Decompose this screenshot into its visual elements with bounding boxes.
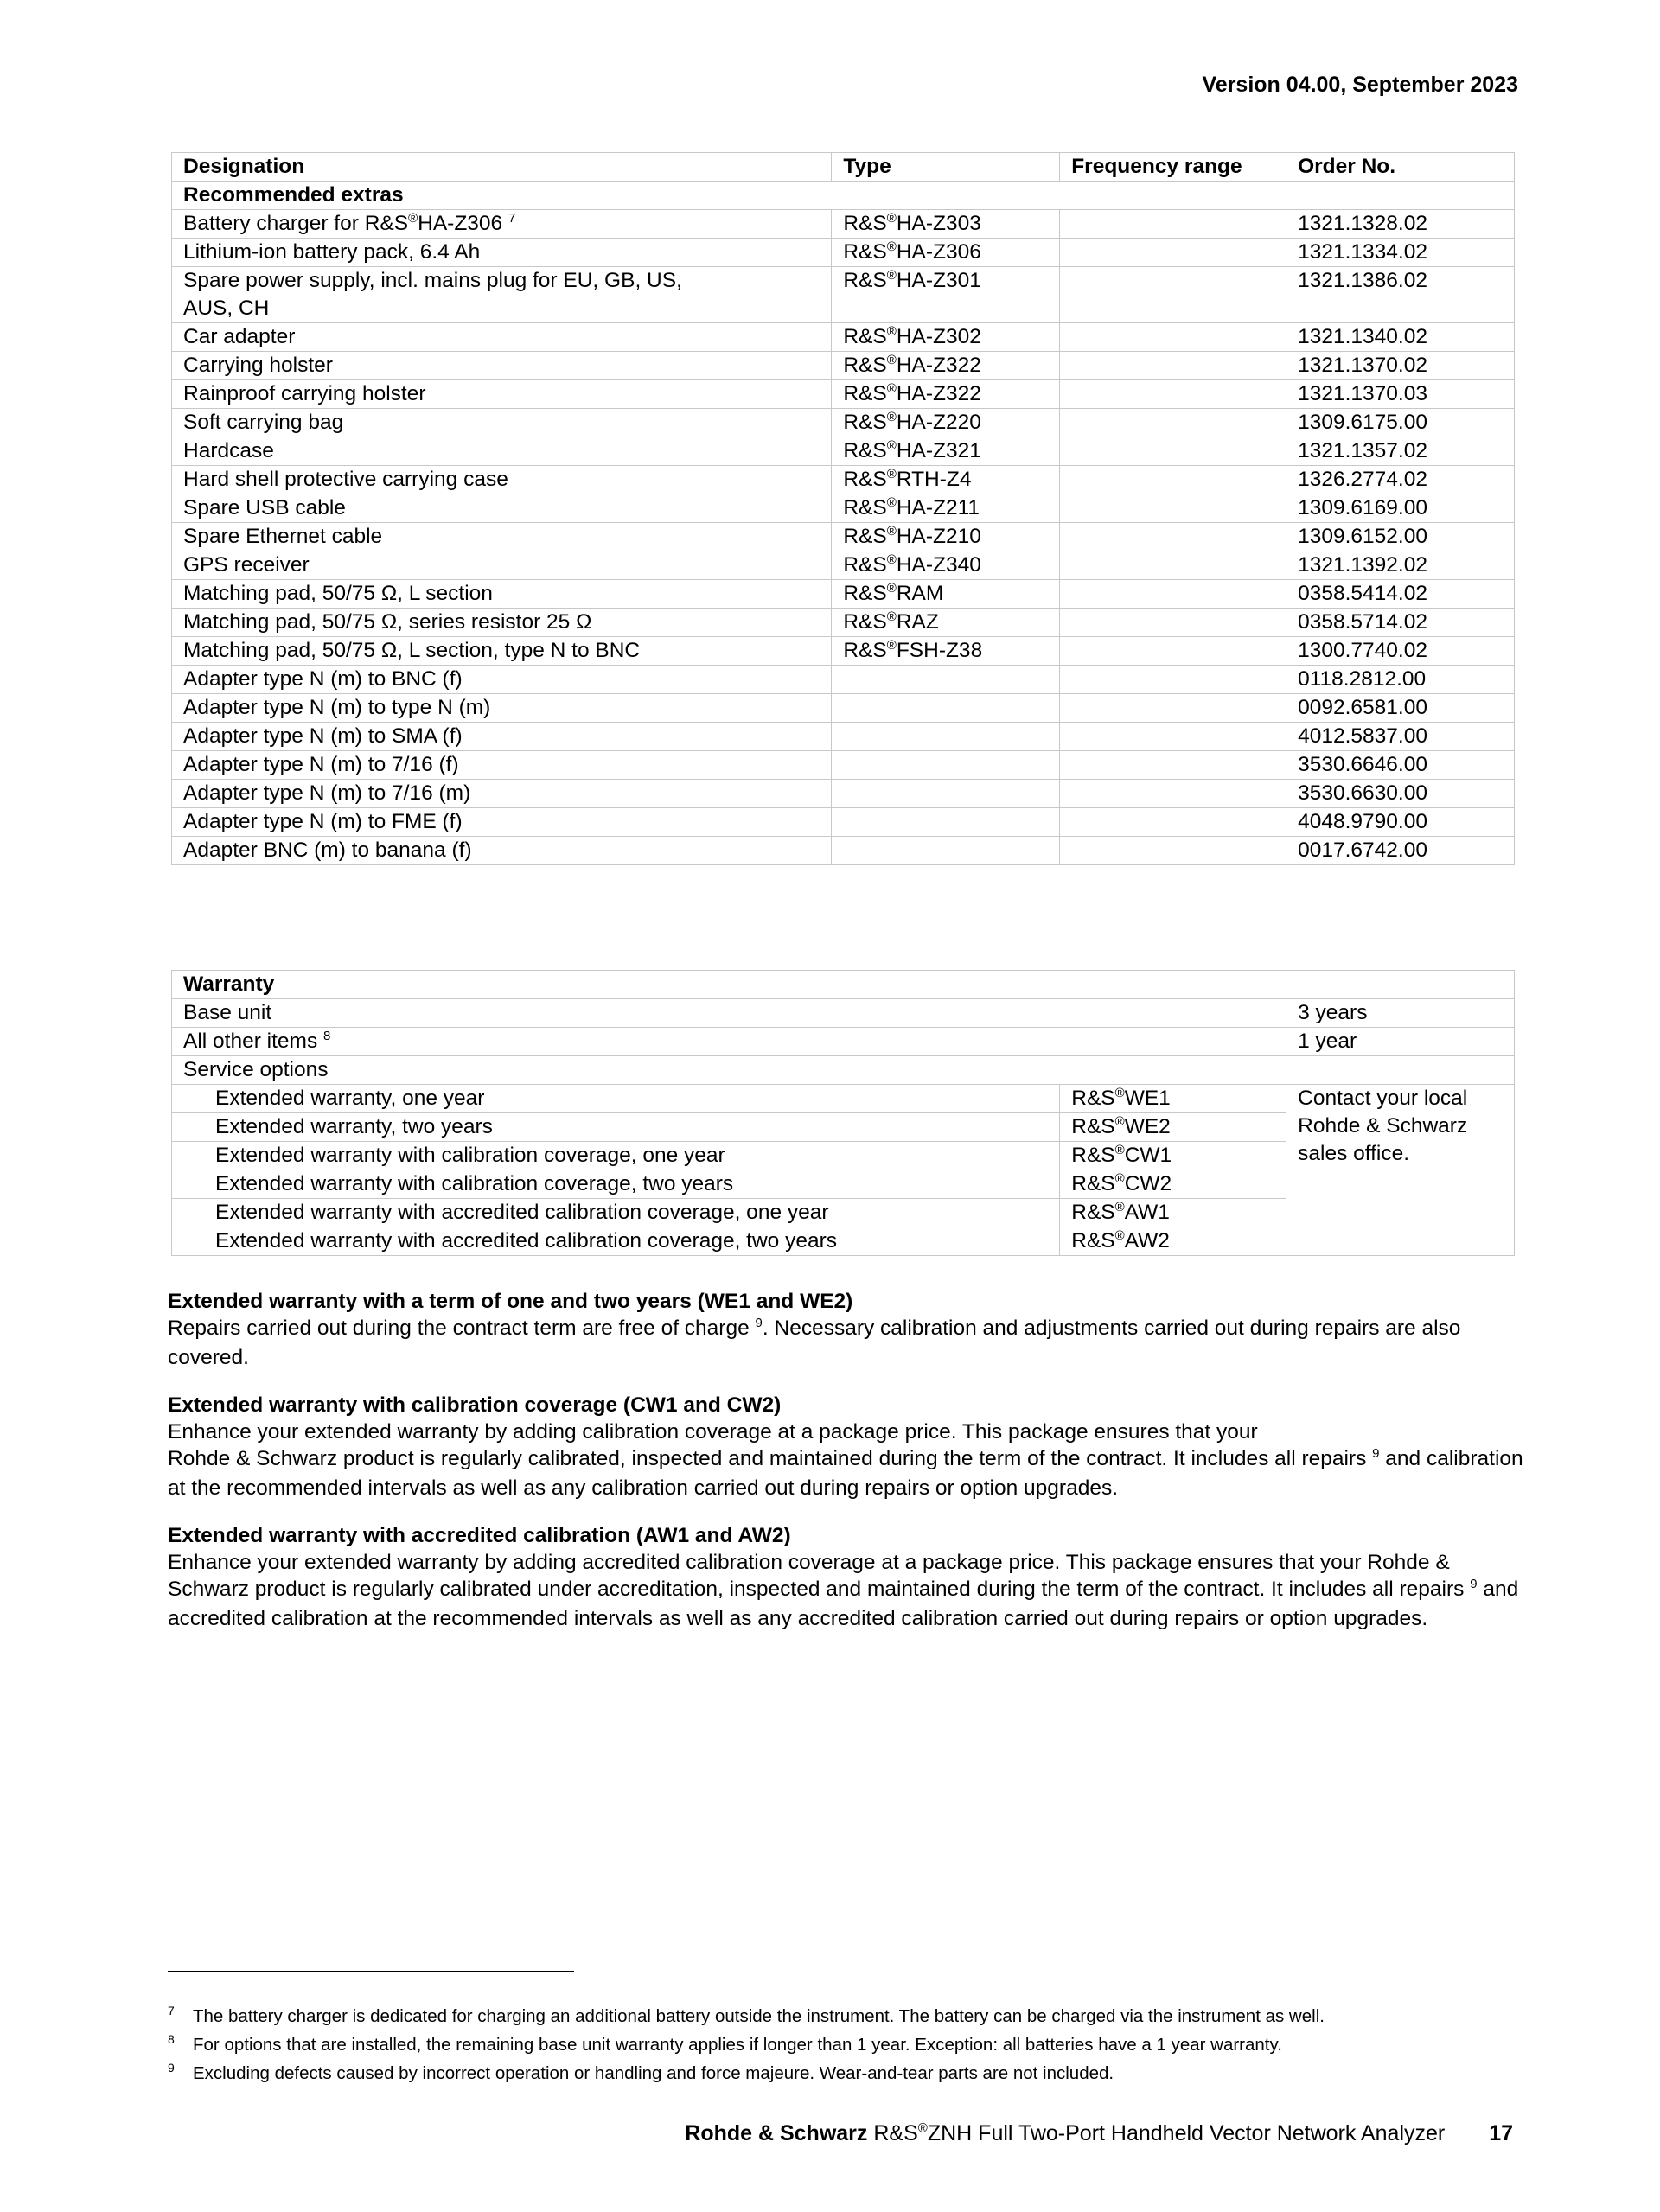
section-title: Extended warranty with accredited calibration (AW1 and AW2) [168,1524,791,1547]
type-cell [832,751,1060,780]
warranty-title-row [172,971,1515,999]
section-calibration-coverage [168,1392,1525,1501]
type-cell: R&S®HA-Z340 [832,551,1060,580]
section-body: Rohde & Schwarz product is regularly calibrated, inspected and maintained during the term of the contract. It includes all repairs $^9$ and calibration at the recommended intervals as well as any calibration carried out during repairs or option upgrades. [168,1446,1523,1500]
order-no-cell: 1309.6175.00 [1286,409,1515,437]
table-row [172,466,1515,494]
order-no-cell: 0092.6581.00 [1286,694,1515,723]
frequency-cell [1060,837,1286,865]
footnote-divider [168,1971,574,1972]
order-no-cell: 0118.2812.00 [1286,666,1515,694]
type-cell [832,694,1060,723]
column-header-order-no: Order No. [1286,153,1515,182]
designation-cell: Rainproof carrying holster [172,380,832,409]
designation-cell: Matching pad, 50/75 Ω, L section [172,580,832,609]
service-option-label: Extended warranty, two years [172,1113,1060,1142]
frequency-cell [1060,437,1286,466]
service-option-label: Extended warranty with accredited calibration coverage, one year [172,1199,1060,1227]
table-row [172,409,1515,437]
designation-cell: Carrying holster [172,352,832,380]
service-option-label: Extended warranty, one year [172,1085,1060,1113]
footnote [168,2030,1551,2059]
type-cell: R&S®HA-Z322 [832,380,1060,409]
other-items-label: All other items $^8$ [172,1028,1286,1056]
type-cell: R&S®FSH-Z38 [832,637,1060,666]
designation-cell: Adapter type N (m) to FME (f) [172,808,832,837]
order-no-cell: 1321.1328.02 [1286,210,1515,239]
service-option-type: R&S®CW1 [1060,1142,1286,1170]
table-row [172,437,1515,466]
table-row [172,352,1515,380]
footnote-number: 8 [168,2032,175,2046]
designation-cell: Spare power supply, incl. mains plug for EU, GB, US, AUS, CH [172,267,832,323]
table-row [172,723,1515,751]
warranty-table [171,970,1515,1256]
service-option-label: Extended warranty with accredited calibration coverage, two years [172,1227,1060,1256]
table-row [172,380,1515,409]
type-cell: R&S®HA-Z211 [832,494,1060,523]
table-row [172,523,1515,551]
service-option-type: R&S®WE1 [1060,1085,1286,1113]
type-cell: R&S®HA-Z303 [832,210,1060,239]
footnote-ref: 8 [323,1028,331,1043]
footnotes [168,2002,1551,2088]
document-version: Version 04.00, September 2023 [1202,73,1518,97]
service-option-type: R&S®AW1 [1060,1199,1286,1227]
designation-cell: Battery charger for R&S®HA-Z306 $^7$ [172,210,832,239]
frequency-cell [1060,380,1286,409]
order-no-cell: 0358.5714.02 [1286,609,1515,637]
type-cell: R&S®HA-Z321 [832,437,1060,466]
order-no-cell: 1321.1392.02 [1286,551,1515,580]
base-unit-label: Base unit [172,999,1286,1028]
table-row [172,780,1515,808]
order-no-cell: 1321.1370.02 [1286,352,1515,380]
frequency-cell [1060,210,1286,239]
table-row [172,837,1515,865]
designation-cell: Car adapter [172,323,832,352]
footnote-ref: 7 [508,210,516,226]
designation-cell: Adapter type N (m) to BNC (f) [172,666,832,694]
designation-cell: Adapter type N (m) to type N (m) [172,694,832,723]
frequency-cell [1060,239,1286,267]
frequency-cell [1060,694,1286,723]
type-cell [832,808,1060,837]
footnote-ref: 9 [1372,1446,1380,1461]
table-row [172,323,1515,352]
service-option-label: Extended warranty with calibration coverage, one year [172,1142,1060,1170]
type-cell: R&S®HA-Z301 [832,267,1060,323]
type-cell [832,723,1060,751]
frequency-cell [1060,637,1286,666]
footnote-number: 9 [168,2061,175,2075]
table-row [172,210,1515,239]
frequency-cell [1060,723,1286,751]
table-row [172,239,1515,267]
designation-cell: Spare USB cable [172,494,832,523]
frequency-cell [1060,523,1286,551]
type-cell: R&S®HA-Z322 [832,352,1060,380]
type-cell: R&S®HA-Z210 [832,523,1060,551]
footnote [168,2002,1551,2030]
designation-cell: Spare Ethernet cable [172,523,832,551]
table-row [172,1056,1515,1085]
table-row [172,1028,1515,1056]
frequency-cell [1060,580,1286,609]
order-no-cell: 1326.2774.02 [1286,466,1515,494]
service-option-label: Extended warranty with calibration coverage, two years [172,1170,1060,1199]
footnote-text: For options that are installed, the remaining base unit warranty applies if longer than 1 year. Exception: all batteries have a 1 year warranty. [193,2035,1282,2055]
type-cell: R&S®HA-Z220 [832,409,1060,437]
section-header-row [172,182,1515,210]
service-option-type: R&S®CW2 [1060,1170,1286,1199]
frequency-cell [1060,666,1286,694]
column-header-designation: Designation [172,153,832,182]
designation-cell: Soft carrying bag [172,409,832,437]
service-option-type: R&S®AW2 [1060,1227,1286,1256]
other-items-value: 1 year [1286,1028,1515,1056]
type-cell [832,780,1060,808]
table-row [172,267,1515,323]
designation-cell: Hard shell protective carrying case [172,466,832,494]
frequency-cell [1060,494,1286,523]
designation-cell: Adapter type N (m) to SMA (f) [172,723,832,751]
footnote-ref: 9 [755,1316,763,1330]
table-row [172,494,1515,523]
table-row [172,637,1515,666]
order-no-cell: 0017.6742.00 [1286,837,1515,865]
page-footer [685,2121,1513,2146]
type-cell: R&S®RAZ [832,609,1060,637]
type-cell: R&S®HA-Z302 [832,323,1060,352]
order-no-cell: 3530.6630.00 [1286,780,1515,808]
frequency-cell [1060,409,1286,437]
section-title-recommended-extras: Recommended extras [172,182,1515,210]
table-row [172,999,1515,1028]
table-row [172,751,1515,780]
footnote-ref: 9 [1470,1577,1478,1591]
table-row [172,609,1515,637]
order-no-cell: 1309.6152.00 [1286,523,1515,551]
designation-cell: Adapter type N (m) to 7/16 (m) [172,780,832,808]
type-cell [832,837,1060,865]
base-unit-value: 3 years [1286,999,1515,1028]
type-cell: R&S®RAM [832,580,1060,609]
service-option-type: R&S®WE2 [1060,1113,1286,1142]
section-body-line: Enhance your extended warranty by adding calibration coverage at a package price. This package ensures that your [168,1420,1258,1444]
order-no-cell: 4012.5837.00 [1286,723,1515,751]
service-options-label: Service options [172,1056,1515,1085]
column-header-frequency-range: Frequency range [1060,153,1286,182]
designation-cell: Adapter type N (m) to 7/16 (f) [172,751,832,780]
footnote [168,2059,1551,2088]
type-cell: R&S®RTH-Z4 [832,466,1060,494]
table-header-row [172,153,1515,182]
order-no-cell: 0358.5414.02 [1286,580,1515,609]
table-row [172,694,1515,723]
frequency-cell [1060,551,1286,580]
order-no-cell: 1321.1370.03 [1286,380,1515,409]
footer-brand: Rohde & Schwarz [685,2121,868,2145]
designation-cell: Lithium-ion battery pack, 6.4 Ah [172,239,832,267]
type-cell [832,666,1060,694]
section-accredited-calibration [168,1522,1525,1632]
frequency-cell [1060,780,1286,808]
order-no-cell: 1321.1340.02 [1286,323,1515,352]
page-number: 17 [1489,2121,1513,2145]
footnote-text: The battery charger is dedicated for charging an additional battery outside the instrument. The battery can be charged via the instrument as well. [193,2006,1325,2026]
footnote-text: Excluding defects caused by incorrect operation or handling and force majeure. Wear-and-tear parts are not included. [193,2063,1114,2083]
section-extended-warranty [168,1288,1525,1371]
order-no-cell: 1321.1386.02 [1286,267,1515,323]
frequency-cell [1060,751,1286,780]
footnote-number: 7 [168,2004,175,2018]
frequency-cell [1060,609,1286,637]
designation-cell: Matching pad, 50/75 Ω, series resistor 25 Ω [172,609,832,637]
designation-cell: GPS receiver [172,551,832,580]
table-row [172,580,1515,609]
table-row [172,551,1515,580]
frequency-cell [1060,808,1286,837]
table-row [172,1085,1515,1113]
frequency-cell [1060,323,1286,352]
section-title: Extended warranty with calibration coverage (CW1 and CW2) [168,1393,782,1417]
designation-cell: Matching pad, 50/75 Ω, L section, type N to BNC [172,637,832,666]
type-cell: R&S®HA-Z306 [832,239,1060,267]
order-no-cell: 1300.7740.02 [1286,637,1515,666]
section-body: Enhance your extended warranty by adding accredited calibration coverage at a package price. This package ensures that your Rohde & Schwarz product is regularly calibrated under accreditation, inspected and maintained during the term of the contract. It includes all repairs $^9$ and accredited calibration at the recommended intervals as well as any accredited calibration carried out during repairs or option upgrades. [168,1551,1519,1630]
designation-cell: Adapter BNC (m) to banana (f) [172,837,832,865]
frequency-cell [1060,466,1286,494]
order-no-cell: 4048.9790.00 [1286,808,1515,837]
warranty-title: Warranty [172,971,1515,999]
order-no-cell: 1309.6169.00 [1286,494,1515,523]
designation-cell: Hardcase [172,437,832,466]
section-body: Repairs carried out during the contract term are free of charge $^9$. Necessary calibration and adjustments carried out during repairs are also covered. [168,1316,1461,1369]
contact-sales-cell: Contact your local Rohde & Schwarz sales office. [1286,1085,1515,1256]
column-header-type: Type [832,153,1060,182]
table-row [172,808,1515,837]
frequency-cell [1060,267,1286,323]
table-row [172,666,1515,694]
order-no-cell: 1321.1357.02 [1286,437,1515,466]
order-no-cell: 3530.6646.00 [1286,751,1515,780]
section-title: Extended warranty with a term of one and two years (WE1 and WE2) [168,1290,853,1313]
order-no-cell: 1321.1334.02 [1286,239,1515,267]
footer-product: R&S®ZNH Full Two-Port Handheld Vector Network Analyzer [873,2120,1446,2145]
frequency-cell [1060,352,1286,380]
recommended-extras-table [171,152,1515,865]
